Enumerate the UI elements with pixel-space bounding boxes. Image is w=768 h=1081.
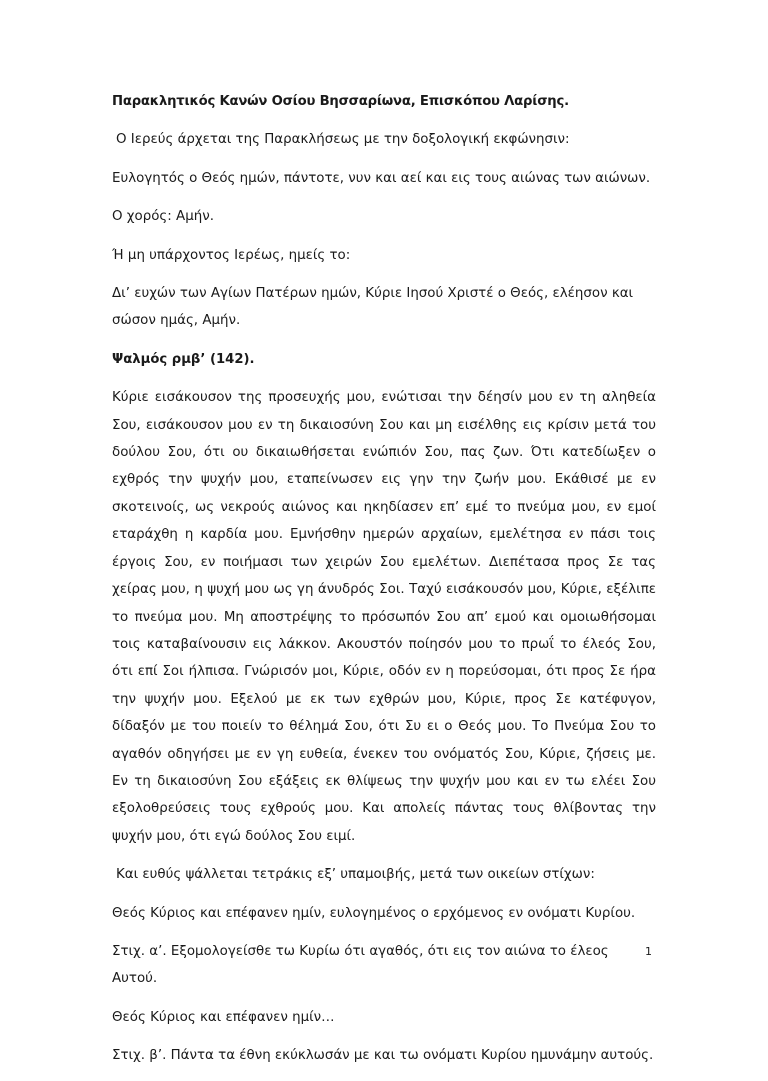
blessing-text: Ευλογητός ο Θεός ημών, πάντοτε, νυν και αεί και εις τους αιώνας των αιώνων.: [112, 170, 651, 186]
page-number: 1: [645, 945, 652, 958]
document-title: Παρακλητικός Κανών Οσίου Βησσαρίωνα, Επισκόπου Λαρίσης.: [112, 94, 569, 109]
document-body: [112, 88, 656, 1081]
theos-kyrios-short: Θεός Κύριος και επέφανεν ημίν…: [112, 1009, 335, 1025]
choir-response: Ο χορός: Αμήν.: [112, 209, 214, 225]
theos-kyrios-verse: Θεός Κύριος και επέφανεν ημίν, ευλογημένος ο ερχόμενος εν ονόματι Κυρίου.: [112, 905, 636, 921]
stichos-a: Στιχ. α’. Εξομολογείσθε τω Κυρίω ότι αγαθός, ότι εις τον αιώνα το έλεος Αυτού.: [112, 943, 609, 987]
rubric-theos-kyrios: Και ευθύς ψάλλεται τετράκις εξ’ υπαμοιβής, μετά των οικείων στίχων:: [116, 867, 595, 883]
stichos-b: Στιχ. β’. Πάντα τα έθνη εκύκλωσάν με και τω ονόματι Κυρίου ημυνάμην αυτούς.: [112, 1048, 654, 1064]
psalm-heading: Ψαλμός ρμβ’ (142).: [112, 351, 255, 367]
rubric-lay: Ή μη υπάρχοντος Ιερέως, ημείς το:: [112, 247, 351, 263]
psalm-text: Κύριε εισάκουσον της προσευχής μου, ενώτισαι την δέησίν μου εν τη αληθεία Σου, εισάκουσον μου εν τη δικαιοσύνη Σου και μη εισέλθης εις κρίσιν μετά του δούλου Σου, ότι ου δικαιωθήσεται ενώπιόν Σου, πας ζων. Ότι κατεδίωξεν ο εχθρός την ψυχήν μου, εταπείνωσεν εις γην την ζωήν μου. Εκάθισέ με εν σκοτεινοίς, ως νεκρούς αιώνος και ηκηδίασεν επ’ εμέ το πνεύμα μου, εν εμοί εταράχθη η καρδία μου. Εμνήσθην ημερών αρχαίων, εμελέτησα εν πάσι τοις έργοις Σου, εν ποιήμασι των χειρών Σου εμελέτων. Διεπέτασα προς Σε τας χείρας μου, η ψυχή μου ως γη άνυδρός Σοι. Ταχύ εισάκουσόν μου, Κύριε, εξέλιπε το πνεύμα μου. Μη αποστρέψης το πρόσωπόν Σου απ’ εμού και ομοιωθήσομαι τοις καταβαίνουσιν εις λάκκον. Ακουστόν ποίησόν μου το πρωΐ το έλεός Σου, ότι επί Σοι ήλπισα. Γνώρισόν μοι, Κύριε, οδόν εν η πορεύσομαι, ότι προς Σε ήρα την ψυχήν μου. Εξελού με εκ των εχθρών μου, Κύριε, προς Σε κατέφυγον, δίδαξόν με του ποιείν το θέλημά Σου, ότι Συ ει ο Θεός μου. Το Πνεύμα Σου το αγαθόν οδηγήσει με εν γη ευθεία, ένεκεν του ονόματός Σου, Κύριε, ζήσεις με. Εν τη δικαιοσύνη Σου εξάξεις εκ θλίψεως την ψυχήν μου και εν τω ελέει Σου εξολοθρεύσεις τους εχθρούς μου. Και απολείς πάντας τους θλίβοντας την ψυχήν μου, ότι εγώ δούλος Σου ειμί.: [112, 390, 656, 844]
rubric-opening: Ο Ιερεύς άρχεται της Παρακλήσεως με την δοξολογική εκφώνησιν:: [116, 132, 570, 148]
prayer-fathers: Δι’ ευχών των Αγίων Πατέρων ημών, Κύριε Ιησού Χριστέ ο Θεός, ελέησον και σώσον ημάς, Αμήν.: [112, 286, 634, 329]
